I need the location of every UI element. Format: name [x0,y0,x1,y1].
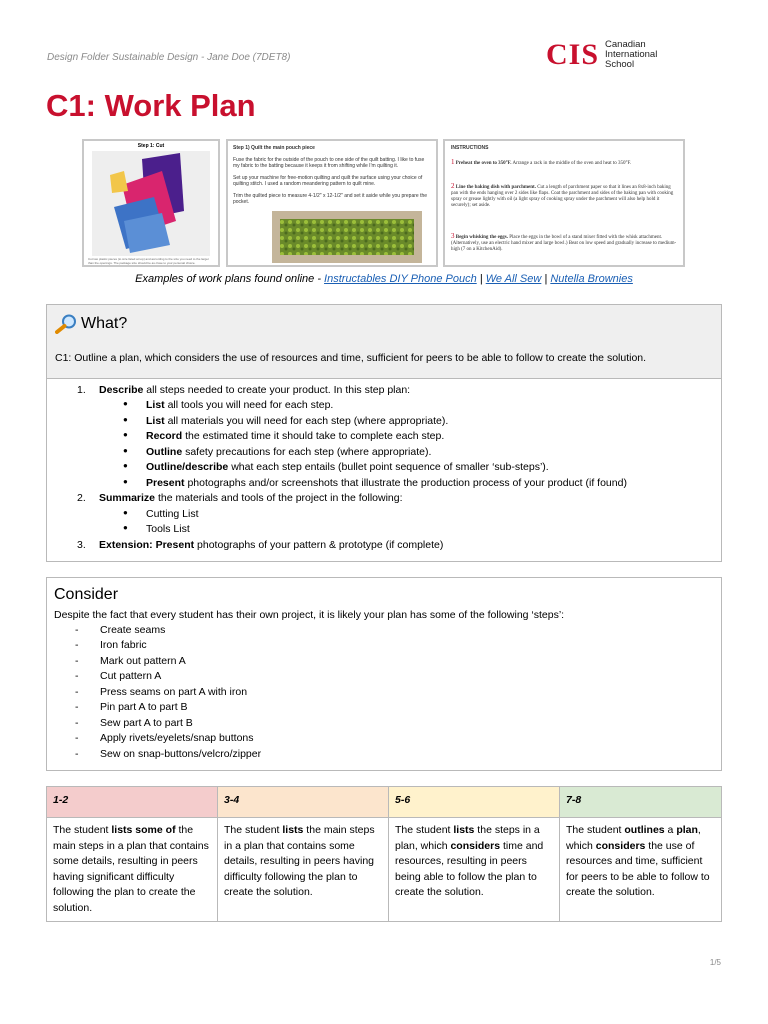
consider-title: Consider [54,586,119,603]
example-thumbnail-brownies [443,139,685,267]
recipe-step: 3 Begin whisking the eggs. Place the eggs in the bowl of a stand mixer fitted with the whisk attachment. (Alternatively, use an electric hand mixer and large bowl.) Beat on low speed and gradually increase to medium-high (7 on a KitchenAid). [451,232,677,252]
logo-line: International [605,49,658,60]
thumbnail-paragraph: Trim the quilted piece to measure 4-1/2" x 12-1/2" and set it aside while you prepare the pocket. [233,193,428,205]
consider-intro: Despite the fact that every student has their own project, it is likely your plan has some of the following ‘steps’: [54,609,565,621]
rubric-level: 5-6 [389,787,560,818]
list-item: - Pin part A to part B [75,701,188,713]
consider-section [46,577,722,771]
folder-line: Design Folder Sustainable Design - Jane Doe (7DET8) [47,52,291,63]
logo-mark: CIS [546,38,600,71]
rubric-level: 7-8 [560,787,722,818]
rubric-table [46,786,722,922]
thumbnail-paragraph: Fuse the fabric for the outside of the pouch to one side of the quilt batting. I like to fuse my fabric to the batting because it keeps it from shifting while I'm quilting it. [233,157,425,169]
thumbnail-paragraph: Set up your machine for free-motion quilting and quilt the surface using your choice of quilting stitch. I used a random meandering pattern to quilt mine. [233,175,423,187]
page-number: 1/5 [709,958,721,967]
link-instructables[interactable]: Instructables DIY Phone Pouch [324,273,477,285]
link-we-all-sew[interactable]: We All Sew [485,273,542,285]
list-item: - Iron fabric [75,639,147,651]
list-item: - Sew part A to part B [75,717,193,729]
list-item: - Apply rivets/eyelets/snap buttons [75,732,254,744]
step-item: 2. Summarize the materials and tools of the project in the following: [77,492,403,504]
list-item: - Mark out pattern A [75,655,186,667]
list-item: - Sew on snap-buttons/velcro/zipper [75,748,262,760]
example-thumbnail-pouch [82,139,220,267]
what-section: What? C1: Outline a plan, which considers the use of resources and time, sufficient for peers to be able to follow to create the solution. 1. Describe all steps needed to create your product. In this step plan: ● List all tools you will need for each step. ● List all materials you will need for each step (where appropriate). ● Record the estimated time it should take to complete each step. ● Outline safety precautions for each step (where appropriate). ● Outline/describe what each step entails (bullet point sequence of smaller ‘sub-steps’). ● Present photographs and/or screenshots that illustrate the production process of your product (if found) 2. Summarize the materials and tools of the project in the following: ● Cutting List ● Tools List 3. Extension: Present photographs of your pattern & prototype (if complete) [46,304,722,562]
cis-logo [546,40,657,70]
logo-text [605,40,657,70]
examples-caption: Examples of work plans found online - Instructables DIY Phone Pouch | We All Sew | Nutella Brownies [135,273,633,285]
rubric-descriptor: The student lists the main steps in a plan that contains some details, resulting in peers having difficulty following the plan to create the solution. [218,818,389,922]
rubric-level-row [47,787,722,818]
step-item: 1. Describe all steps needed to create your product. In this step plan: [77,384,411,396]
fabric-photo [84,141,218,265]
step-item: 3. Extension: Present photographs of your pattern & prototype (if complete) [77,539,444,551]
list-item: - Press seams on part A with iron [75,686,248,698]
logo-line: School [605,59,635,70]
example-thumbnail-we-all-sew [226,139,438,267]
rubric-descriptor: The student outlines a plan, which considers the use of resources and time, sufficient for peers to be able to follow to create the solution. [560,818,722,922]
page-title: C1: Work Plan [46,88,256,123]
logo-line: Canadian [605,39,646,50]
thumbnail-caption: Step 1: Cut [137,143,165,149]
list-item: - Cut pattern A [75,670,162,682]
rubric-level: 3-4 [218,787,389,818]
what-title: What? [55,314,127,334]
rubric-descriptor: The student lists the steps in a plan, which considers time and resources, resulting in peers being able to follow the plan to create the solution. [389,818,560,922]
quilted-fabric-photo [272,211,422,263]
link-nutella-brownies[interactable]: Nutella Brownies [550,273,633,285]
rubric-level: 1-2 [47,787,218,818]
thumbnail-heading: Step 1) Quilt the main pouch piece [233,145,315,151]
thumbnail-heading: INSTRUCTIONS [451,145,489,151]
recipe-step: 1 Preheat the oven to 350°F. Arrange a rack in the middle of the oven and heat to 350°F. [451,158,632,166]
thumbnail-note: Cut two plastic pieces (to size listed at top) and according to the size you need to the larger than the openings. The package size should be as close to your personal choice. [88,257,209,265]
rubric-descriptor: The student lists some of the main steps in a plan that contains some details, resulting in peers having significant difficulty following the plan to create the solution. [47,818,218,922]
what-header [47,305,721,379]
what-description: C1: Outline a plan, which considers the use of resources and time, sufficient for peers to be able to follow to create the solution. [55,352,647,364]
recipe-step: 2 Line the baking dish with parchment. Cut a length of parchment paper so that it lines an 8x8-inch baking pan with the ends hanging over 2 sides like flaps. Coat the parchment and sides of the baking pan with cooking spray or grease lightly with oil (a light spray of cooking spray under the parchment will also help hold it securely); set aside. [451,182,674,208]
rubric-descriptor-row [47,818,722,922]
list-item: - Create seams [75,624,166,636]
magnifier-icon [55,314,77,334]
